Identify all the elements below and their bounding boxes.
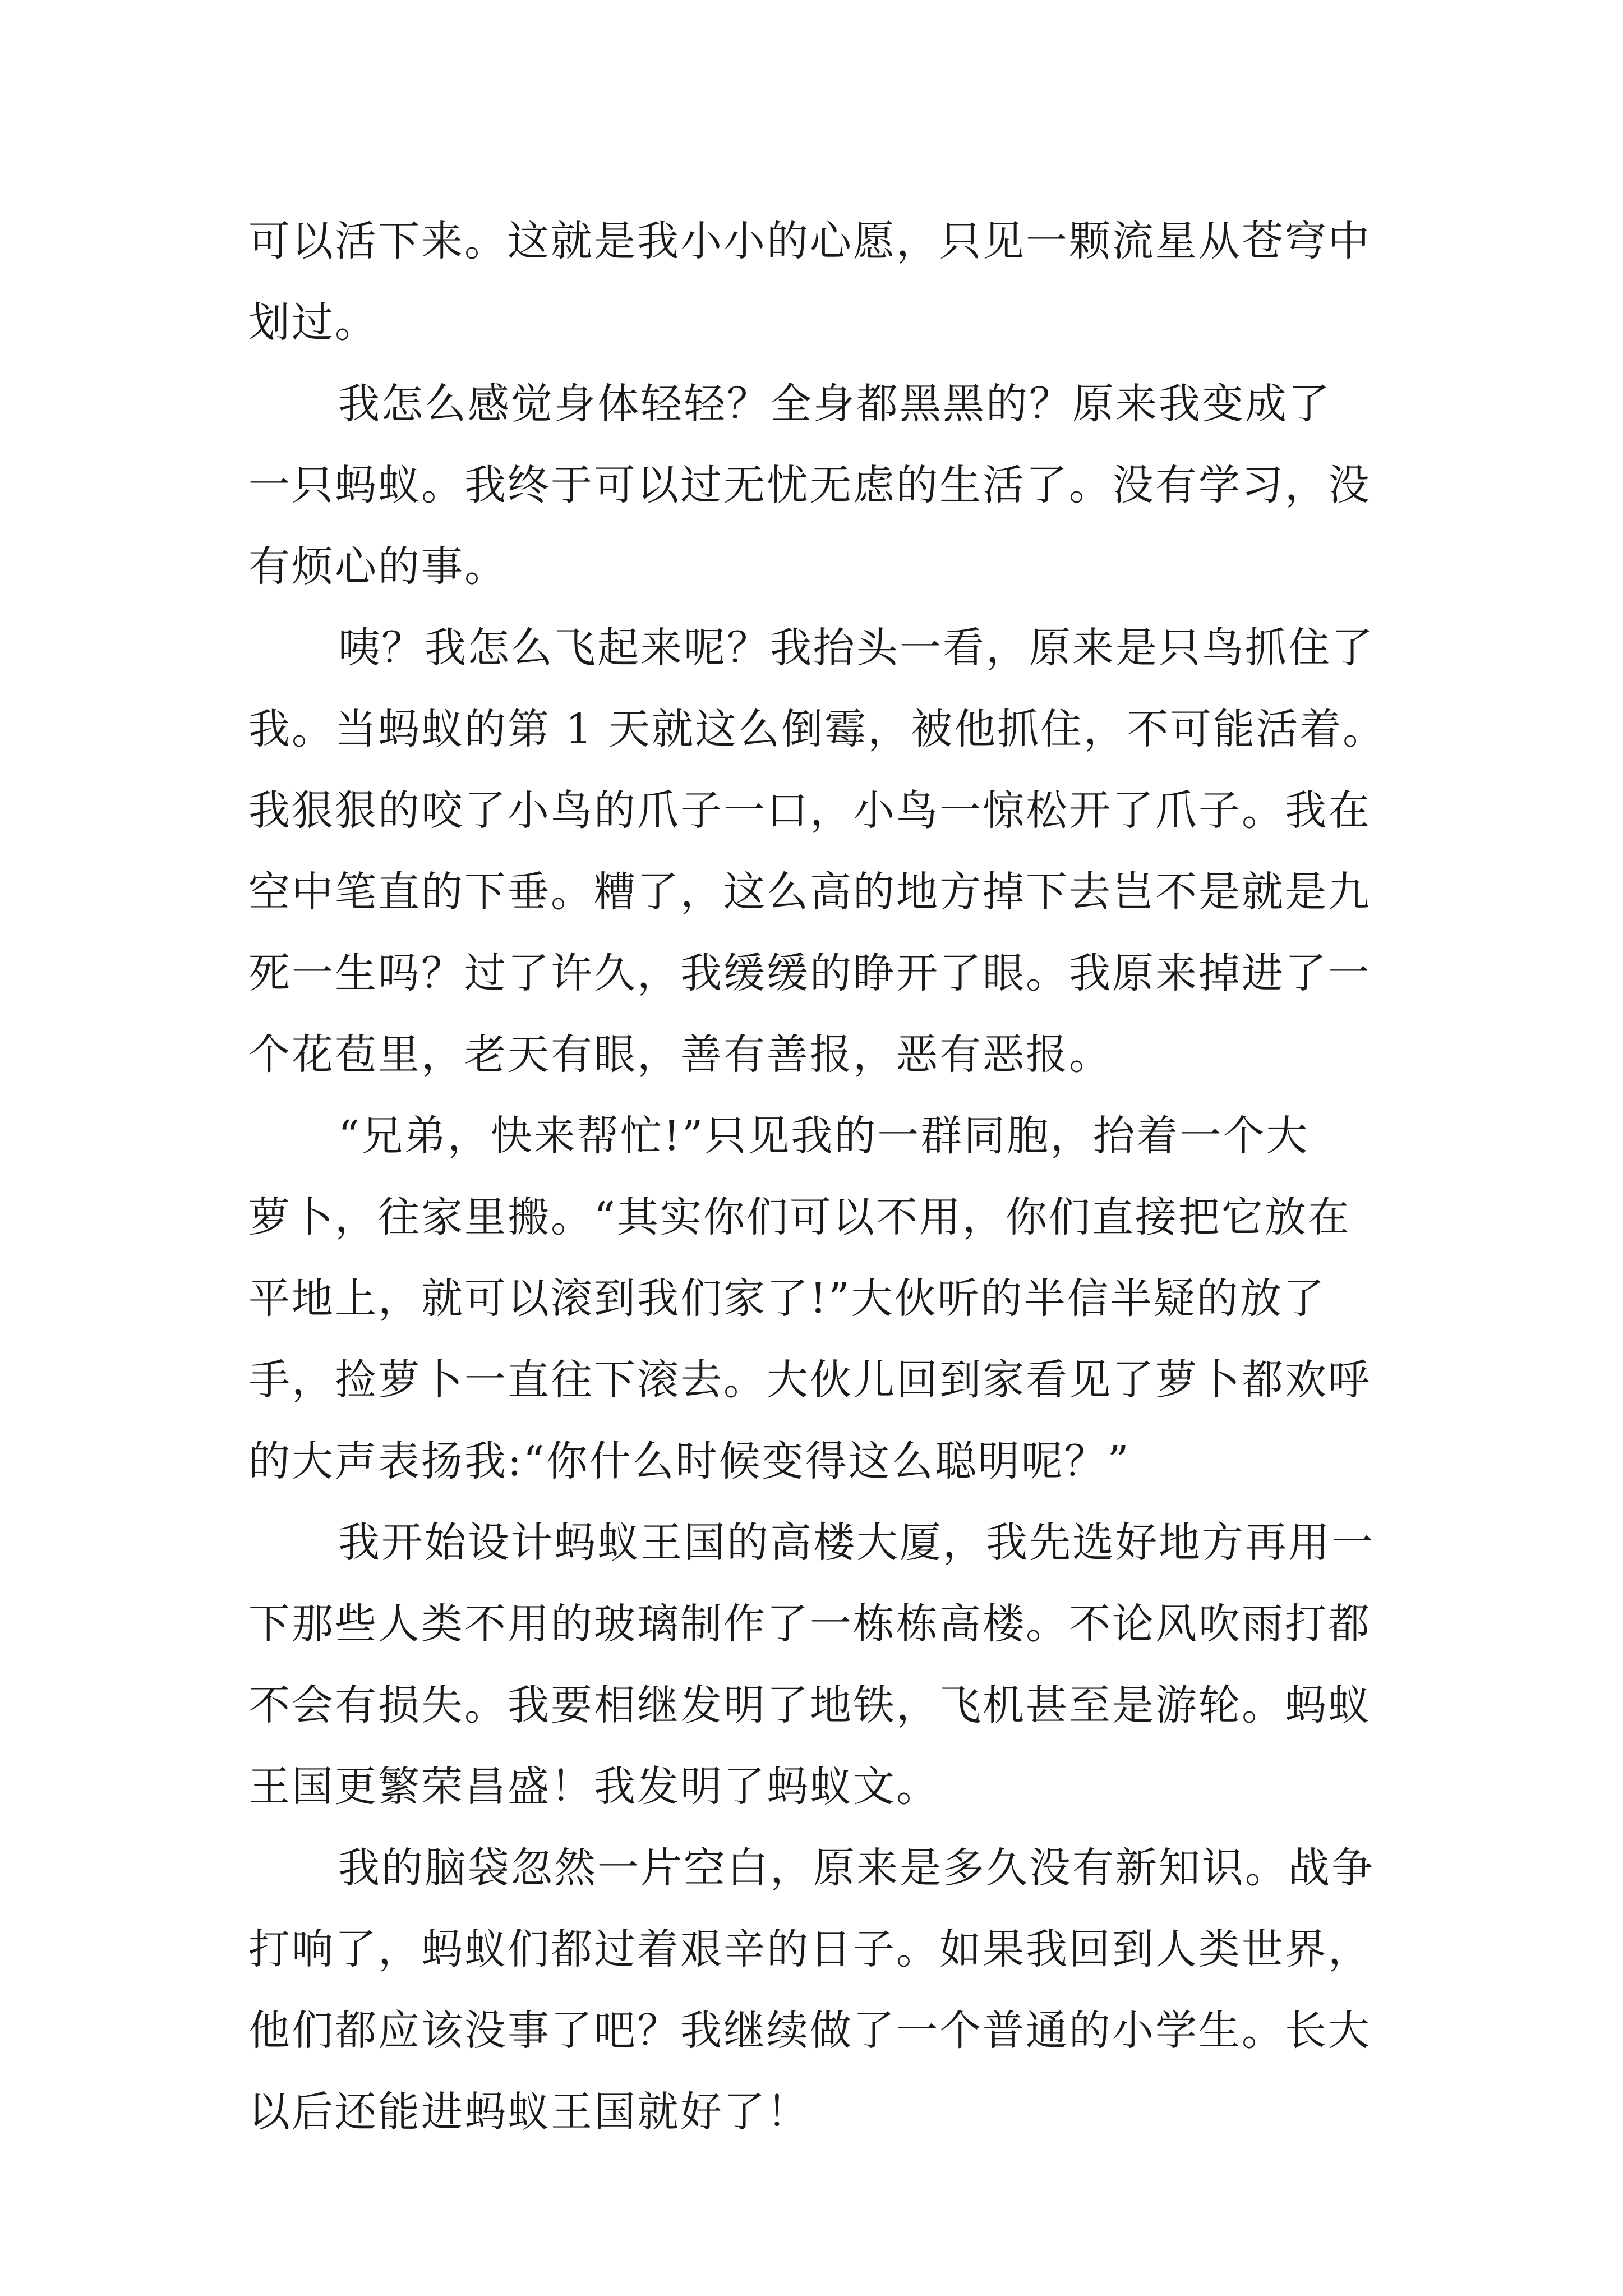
text-line: 我狠狠的咬了小鸟的爪子一口，小鸟一惊松开了爪子。我在: [248, 786, 1371, 835]
text-line: 不会有损失。我要相继发明了地铁，飞机甚至是游轮。蚂蚁: [248, 1681, 1371, 1729]
text-line: 可以活下来。这就是我小小的心愿，只见一颗流星从苍穹中: [248, 217, 1371, 265]
text-line: 死一生吗？过了许久，我缓缓的睁开了眼。我原来掉进了一: [248, 949, 1371, 997]
text-line: 下那些人类不用的玻璃制作了一栋栋高楼。不论风吹雨打都: [248, 1600, 1371, 1648]
text-line: 他们都应该没事了吧？我继续做了一个普通的小学生。长大: [248, 2007, 1371, 2055]
text-line: 我。当蚂蚁的第 1 天就这么倒霉，被他抓住，不可能活着。: [248, 705, 1386, 753]
text-line: 空中笔直的下垂。糟了，这么高的地方掉下去岂不是就是九: [248, 868, 1371, 916]
text-line: 以后还能进蚂蚁王国就好了！: [248, 2088, 810, 2136]
paragraph-first-line: 我的脑袋忽然一片空白，原来是多久没有新知识。战争: [338, 1844, 1375, 1892]
body-text: [248, 210, 1386, 2162]
text-line: 萝卜，往家里搬。“其实你们可以不用，你们直接把它放在: [248, 1193, 1351, 1241]
text-line: 个花苞里，老天有眼，善有善报，恶有恶报。: [248, 1030, 1112, 1079]
paragraph-first-line: 我开始设计蚂蚁王国的高楼大厦，我先选好地方再用一: [338, 1519, 1375, 1567]
paragraph-first-line: “兄弟，快来帮忙!”只见我的一群同胞，抬着一个大: [338, 1112, 1310, 1160]
text-line: 有烦心的事。: [248, 542, 508, 591]
text-line: 划过。: [248, 298, 378, 347]
text-line: 手，捡萝卜一直往下滚去。大伙儿回到家看见了萝卜都欢呼: [248, 1356, 1371, 1404]
paragraph-first-line: 咦？我怎么飞起来呢？我抬头一看，原来是只鸟抓住了: [338, 624, 1375, 672]
paragraph-first-line: 我怎么感觉身体轻轻？全身都黑黑的？原来我变成了: [338, 380, 1331, 428]
text-line: 一只蚂蚁。我终于可以过无忧无虑的生活了。没有学习，没: [248, 461, 1371, 509]
text-line: 平地上，就可以滚到我们家了!”大伙听的半信半疑的放了: [248, 1274, 1326, 1323]
text-line: 打响了，蚂蚁们都过着艰辛的日子。如果我回到人类世界，: [248, 1925, 1371, 1973]
text-line: 的大声表扬我:“你什么时候变得这么聪明呢？”: [248, 1437, 1131, 1485]
text-line: 王国更繁荣昌盛！我发明了蚂蚁文。: [248, 1763, 939, 1811]
